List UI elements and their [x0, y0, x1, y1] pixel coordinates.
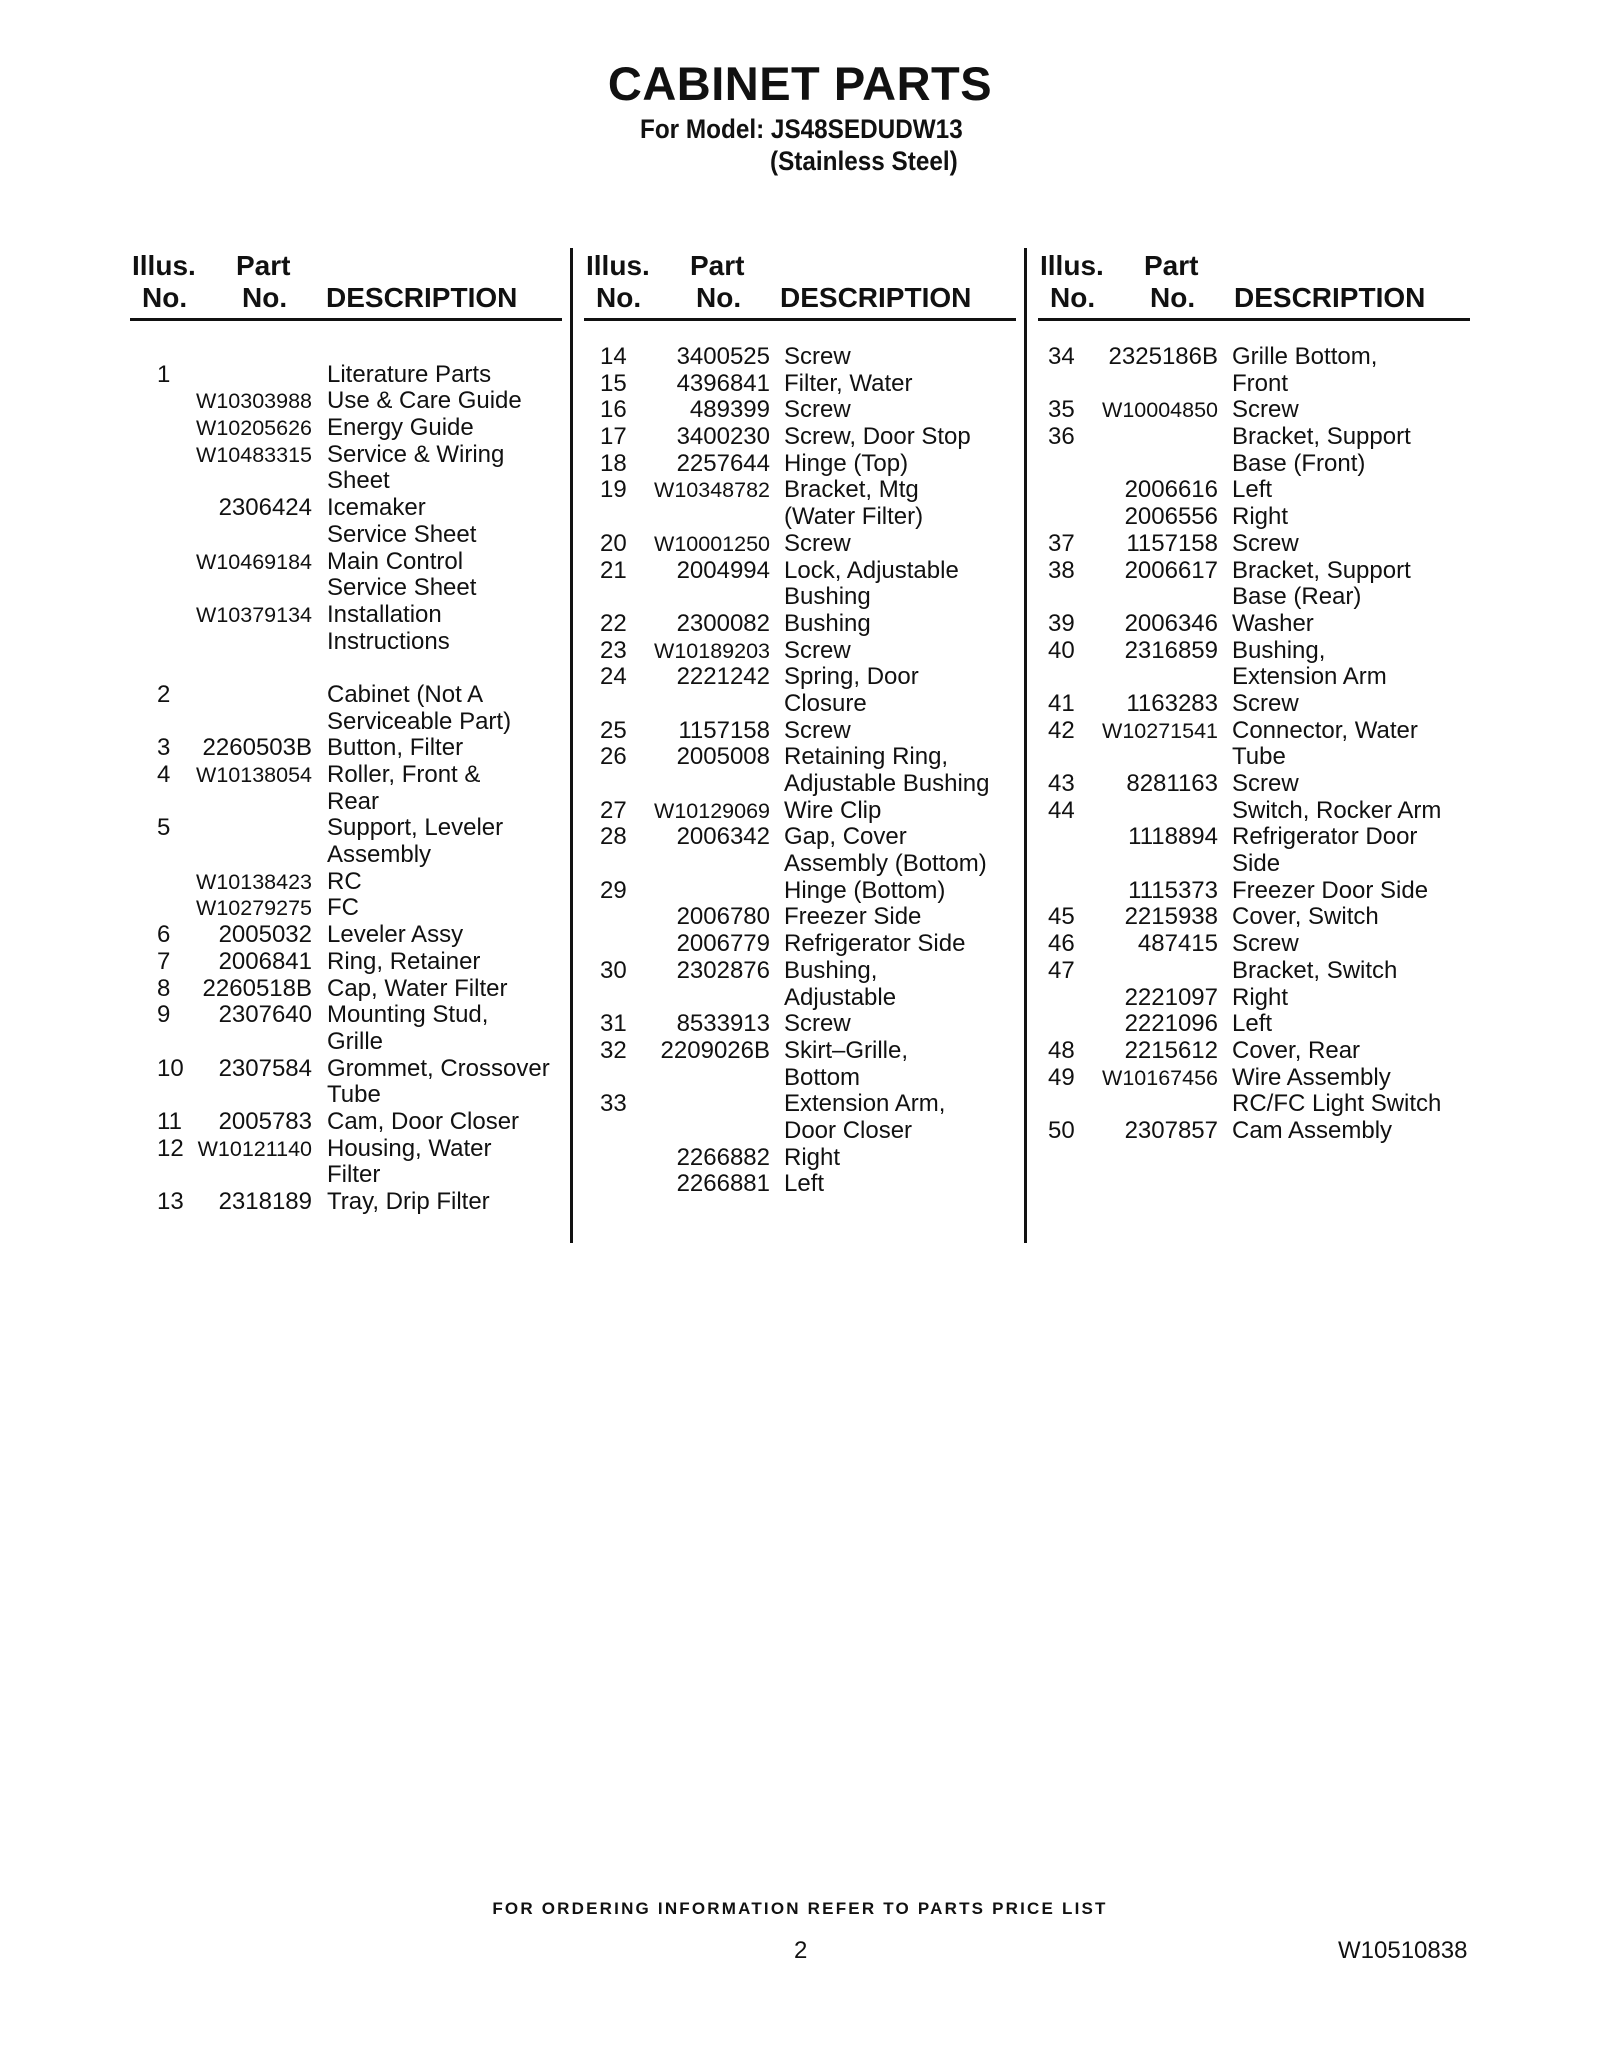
part-number: 2209026B	[660, 1036, 770, 1064]
part-number: 2307857	[1124, 1116, 1218, 1144]
part-description: Side	[1232, 850, 1281, 878]
part-description: Door Closer	[784, 1116, 913, 1144]
part-description: Base (Front)	[1232, 449, 1366, 477]
part-number: 2006779	[676, 930, 770, 958]
illus-number: 25	[600, 716, 627, 744]
part-number: 2006346	[1124, 609, 1218, 637]
part-description: Mounting Stud,	[327, 1001, 489, 1029]
part-description: Freezer Side	[784, 903, 922, 931]
part-description: Filter, Water	[784, 369, 913, 397]
part-number: 3400230	[676, 423, 770, 451]
part-number: 2221096	[1124, 1010, 1218, 1038]
part-description: Extension Arm,	[784, 1090, 946, 1118]
part-description: Screw	[1232, 930, 1299, 958]
part-description: Literature Parts	[327, 360, 492, 388]
part-description: Grille Bottom,	[1232, 343, 1378, 370]
part-number: W10121140	[197, 1136, 312, 1161]
part-number: 2005008	[676, 743, 770, 771]
illus-number: 13	[157, 1188, 184, 1215]
part-description: Use & Care Guide	[327, 387, 522, 415]
part-number: W10205626	[196, 416, 312, 441]
illus-number: 22	[600, 609, 627, 637]
part-number: W10129069	[654, 798, 770, 823]
part-description: Energy Guide	[327, 414, 474, 442]
part-description: Screw	[784, 1010, 851, 1038]
part-number: 2260503B	[202, 734, 312, 762]
part-description: Assembly	[327, 841, 432, 869]
illus-number: 26	[600, 743, 627, 771]
illus-number: 2	[157, 680, 171, 708]
part-description: Refrigerator Door	[1232, 823, 1418, 851]
part-number: 1115373	[1128, 876, 1218, 904]
part-number: W10001250	[654, 531, 770, 556]
finish-line: (Stainless Steel)	[770, 146, 958, 176]
part-description: Washer	[1232, 609, 1314, 637]
part-number: 2221097	[1124, 983, 1218, 1011]
illus-number: 43	[1048, 770, 1075, 797]
part-number: 2307640	[218, 1001, 312, 1029]
part-description: Screw	[784, 343, 851, 370]
part-number: 2266882	[676, 1143, 770, 1171]
illus-number: 17	[600, 423, 627, 451]
part-description: Closure	[784, 689, 867, 717]
part-description: Ring, Retainer	[327, 947, 481, 975]
illus-number: 41	[1048, 689, 1075, 717]
part-number: W10138423	[196, 869, 312, 894]
part-number: 2006780	[676, 903, 770, 931]
part-description: Cam Assembly	[1232, 1116, 1393, 1144]
part-description: Instructions	[327, 627, 450, 655]
illus-number: 37	[1048, 529, 1075, 557]
illus-number: 35	[1048, 396, 1075, 424]
part-description: Gap, Cover	[784, 823, 907, 851]
part-description: Wire Clip	[784, 796, 882, 824]
part-description: Bracket, Support	[1232, 556, 1411, 584]
illus-number: 19	[600, 476, 627, 504]
column-header	[130, 250, 562, 321]
illus-number: 15	[600, 369, 627, 397]
part-number: W10483315	[196, 442, 312, 467]
part-number: 2316859	[1124, 636, 1218, 664]
part-description: Adjustable	[784, 983, 897, 1011]
part-number: 1163283	[1126, 689, 1218, 717]
illus-number: 32	[600, 1036, 627, 1064]
part-number: 1157158	[1126, 529, 1218, 557]
part-number: 2325186B	[1108, 343, 1218, 370]
part-number: 2306424	[218, 494, 312, 522]
part-description: Adjustable Bushing	[784, 770, 990, 797]
part-description: Screw	[784, 716, 851, 744]
illus-number: 7	[157, 947, 171, 975]
part-description: Skirt–Grille,	[784, 1036, 909, 1064]
illus-number: 24	[600, 663, 627, 691]
part-description: Bushing,	[784, 956, 878, 984]
part-description: Switch, Rocker Arm	[1232, 796, 1442, 824]
part-description: Service Sheet	[327, 574, 477, 602]
illus-number: 28	[600, 823, 627, 851]
part-description: Screw	[784, 396, 851, 424]
part-description: Cam, Door Closer	[327, 1107, 520, 1135]
part-number: 2006616	[1124, 476, 1218, 504]
part-description: Left	[1232, 1010, 1273, 1038]
part-number: 2221242	[676, 663, 770, 691]
part-number: 489399	[689, 396, 770, 424]
part-description: Grommet, Crossover	[327, 1054, 550, 1082]
illus-number: 49	[1048, 1063, 1075, 1091]
part-number: 8281163	[1126, 770, 1218, 797]
part-description: Sheet	[327, 467, 390, 495]
illus-header-line2: No.	[1050, 282, 1096, 313]
part-description: Leveler Assy	[327, 921, 464, 949]
description-header: DESCRIPTION	[1234, 282, 1426, 313]
part-number: W10469184	[196, 549, 312, 574]
part-description: Tube	[1232, 743, 1286, 771]
part-number: 2005032	[218, 921, 312, 949]
part-description: Right	[1232, 503, 1289, 531]
page-number: 2	[794, 1937, 808, 1964]
part-description: Main Control	[327, 547, 464, 575]
part-number: 1118894	[1128, 823, 1218, 851]
part-description: Screw, Door Stop	[784, 423, 971, 451]
part-number: W10379134	[196, 602, 312, 627]
part-description: Serviceable Part)	[327, 707, 512, 735]
model-line: For Model: JS48SEDUDW13	[640, 114, 963, 144]
illus-number: 48	[1048, 1036, 1075, 1064]
ordering-note: FOR ORDERING INFORMATION REFER TO PARTS PRICE LIST	[492, 1899, 1108, 1918]
illus-number: 20	[600, 529, 627, 557]
part-description: Bracket, Support	[1232, 423, 1411, 451]
part-number: 2215612	[1124, 1036, 1218, 1064]
illus-number: 11	[157, 1107, 182, 1135]
illus-number: 46	[1048, 930, 1075, 958]
part-number: 1157158	[678, 716, 770, 744]
part-description: (Water Filter)	[784, 503, 924, 531]
illus-number: 14	[600, 343, 627, 370]
illus-number: 30	[600, 956, 627, 984]
part-description: Right	[784, 1143, 841, 1171]
part-description: Left	[1232, 476, 1273, 504]
illus-number: 42	[1048, 716, 1075, 744]
part-number: W10271541	[1102, 718, 1218, 743]
part-description: Assembly (Bottom)	[784, 850, 987, 878]
part-description: Extension Arm	[1232, 663, 1387, 691]
part-number: W10167456	[1102, 1065, 1218, 1090]
part-description: Screw	[784, 529, 851, 557]
part-number: 2006556	[1124, 503, 1218, 531]
part-description: RC	[327, 867, 362, 895]
part-header-line2: No.	[242, 282, 288, 313]
part-header-line2: No.	[696, 282, 742, 313]
illus-number: 23	[600, 636, 627, 664]
part-description: Cabinet (Not A	[327, 680, 484, 708]
column-header	[584, 250, 1016, 321]
part-description: Hinge (Bottom)	[784, 876, 946, 904]
illus-number: 33	[600, 1090, 627, 1118]
part-number: W10138054	[196, 763, 312, 787]
illus-header-line1: Illus.	[1040, 250, 1104, 281]
illus-number: 1	[157, 360, 171, 388]
part-description: Rear	[327, 787, 380, 815]
part-description: Grille	[327, 1027, 384, 1055]
part-description: Cover, Switch	[1232, 903, 1379, 931]
part-number: 2006342	[676, 823, 770, 851]
illus-number: 16	[600, 396, 627, 424]
part-number: 2004994	[676, 556, 770, 584]
part-number: 2307584	[218, 1054, 312, 1082]
illus-header-line1: Illus.	[132, 250, 196, 281]
part-description: Cover, Rear	[1232, 1036, 1361, 1064]
illus-number: 38	[1048, 556, 1075, 584]
part-description: Screw	[1232, 770, 1299, 797]
illus-number: 3	[157, 734, 171, 762]
illus-number: 21	[600, 556, 627, 584]
part-header-line2: No.	[1150, 282, 1196, 313]
part-description: Screw	[1232, 396, 1299, 424]
description-header: DESCRIPTION	[780, 282, 972, 313]
part-description: Freezer Door Side	[1232, 876, 1429, 904]
illus-number: 40	[1048, 636, 1075, 664]
part-description: RC/FC Light Switch	[1232, 1090, 1442, 1118]
illus-number: 8	[157, 974, 171, 1002]
part-description: Service & Wiring	[327, 440, 505, 468]
part-number: 2318189	[218, 1188, 312, 1215]
part-description: Icemaker	[327, 494, 426, 522]
illus-number: 29	[600, 876, 627, 904]
part-description: Installation	[327, 600, 442, 628]
part-description: Bottom	[784, 1063, 861, 1091]
part-description: Service Sheet	[327, 520, 477, 548]
part-description: Housing, Water	[327, 1134, 492, 1162]
part-number: W10303988	[196, 389, 312, 414]
illus-number: 9	[157, 1001, 171, 1029]
column-header	[1038, 250, 1470, 321]
description-header: DESCRIPTION	[326, 282, 518, 313]
illus-number: 47	[1048, 956, 1075, 984]
part-description: Hinge (Top)	[784, 449, 909, 477]
part-header-line1: Part	[1144, 250, 1199, 281]
illus-number: 45	[1048, 903, 1075, 931]
illus-header-line1: Illus.	[586, 250, 650, 281]
part-description: Button, Filter	[327, 734, 464, 762]
part-description: Lock, Adjustable	[784, 556, 959, 584]
part-number: 2266881	[676, 1170, 770, 1198]
part-description: Wire Assembly	[1232, 1063, 1391, 1091]
part-number: W10189203	[654, 638, 770, 663]
part-number: W10004850	[1102, 398, 1218, 423]
part-description: Tube	[327, 1081, 381, 1109]
part-description: Screw	[1232, 689, 1299, 717]
illus-number: 4	[157, 761, 171, 788]
part-description: Bushing,	[1232, 636, 1326, 664]
illus-number: 12	[157, 1134, 184, 1162]
page-title: CABINET PARTS	[607, 57, 993, 110]
part-number: 2257644	[676, 449, 770, 477]
illus-number: 18	[600, 449, 627, 477]
part-number: W10348782	[654, 478, 770, 503]
part-number: 2005783	[218, 1107, 312, 1135]
part-number: 3400525	[676, 343, 770, 370]
part-number: 2215938	[1124, 903, 1218, 931]
part-description: Cap, Water Filter	[327, 974, 508, 1002]
part-number: 2006841	[218, 947, 312, 975]
illus-number: 44	[1048, 796, 1075, 824]
part-number: 2300082	[676, 609, 770, 637]
illus-number: 31	[600, 1010, 627, 1038]
illus-number: 10	[157, 1054, 184, 1082]
part-description: Roller, Front &	[327, 761, 481, 788]
part-number: 2006617	[1124, 556, 1218, 584]
part-description: Screw	[784, 636, 851, 664]
illus-number: 27	[600, 796, 627, 824]
illus-number: 5	[157, 814, 171, 842]
part-description: FC	[327, 894, 359, 922]
part-number: 2260518B	[202, 974, 312, 1002]
part-description: Bushing	[784, 583, 871, 611]
part-number: 2302876	[676, 956, 770, 984]
part-description: Screw	[1232, 529, 1299, 557]
illus-header-line2: No.	[596, 282, 642, 313]
part-header-line1: Part	[236, 250, 291, 281]
part-description: Base (Rear)	[1232, 583, 1362, 611]
part-description: Refrigerator Side	[784, 930, 966, 958]
part-number: 8533913	[676, 1010, 770, 1038]
part-description: Tray, Drip Filter	[327, 1188, 490, 1215]
part-number: W10279275	[196, 896, 312, 921]
part-description: Front	[1232, 369, 1289, 397]
part-description: Filter	[327, 1161, 381, 1189]
part-description: Retaining Ring,	[784, 743, 949, 771]
document-number: W10510838	[1338, 1937, 1468, 1964]
part-description: Bushing	[784, 609, 871, 637]
part-description: Connector, Water	[1232, 716, 1418, 744]
part-description: Bracket, Switch	[1232, 956, 1398, 984]
part-header-line1: Part	[690, 250, 745, 281]
part-description: Bracket, Mtg	[784, 476, 919, 504]
part-description: Support, Leveler	[327, 814, 504, 842]
illus-number: 34	[1048, 343, 1075, 370]
illus-header-line2: No.	[142, 282, 188, 313]
illus-number: 6	[157, 921, 171, 949]
part-description: Left	[784, 1170, 825, 1198]
part-description: Right	[1232, 983, 1289, 1011]
part-number: 4396841	[676, 369, 770, 397]
part-description: Spring, Door	[784, 663, 919, 691]
illus-number: 39	[1048, 609, 1075, 637]
illus-number: 50	[1048, 1116, 1075, 1144]
part-number: 487415	[1137, 930, 1218, 958]
illus-number: 36	[1048, 423, 1075, 451]
